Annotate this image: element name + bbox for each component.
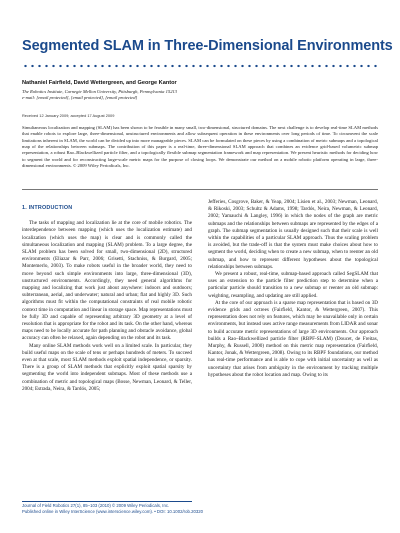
- title-dot-rule: [22, 64, 378, 68]
- paragraph: At the core of our approach is a sparse map representation that is based on 3D evidence grids and octrees (Fairfield, Kantor, & Wettergreen, 2007). This representation does not rely on features, which may be unavailable only in certain environments, but instead uses active range measurements from LIDAR and sonar to build accurate metric representations of large 3D environments. Our approach builds a Rao–Blackwellized particle filter (RBPF-SLAM) (Doucet, de Freitas, Murphy, & Russell, 2000) method on this metric map representation (Fairfield, Kantor, Jonak, & Wettergreen, 2008). Owing to its RBPF foundations, our method has real-time performance and is able to cope with initial uncertainty as well as uncertainty that arises from ambiguity in the environment by tracking multiple hypotheses about the robot location and map. Owing to its: [208, 299, 378, 378]
- paragraph: Jefferies, Cosgrove, Baker, & Yeap, 2004; Lisien et al., 2003; Newman, Leonard, & Rikoski, 2003; Schultz & Adams, 1998; Tardós, Neira, Newman, & Leonard, 2002; Yamauchi & Langley, 1996) in which the nodes of the graph are metric submaps and the relationships between submaps are represented by the edges of a graph. The submap segmentation is usually designed such that their scale is well within the capabilities of a particular SLAM approach. Thus the scaling problem is avoided, but the trade-off is that the system must make choices about how to segment the world, deciding when to create a new submap, when to reenter an old submap, and how to represent different hypotheses about the topological relationships between submaps.: [208, 199, 378, 270]
- paper-title: Segmented SLAM in Three-Dimensional Environments: [22, 38, 393, 54]
- abstract-divider: [22, 189, 378, 190]
- emails: e-mail: [email protected], [email protected], [email protected]: [22, 95, 138, 100]
- section-heading: 1. INTRODUCTION: [22, 205, 73, 211]
- affiliation: The Robotics Institute, Carnegie Mellon University, Pittsburgh, Pennsylvania 15213: [22, 89, 178, 94]
- authors: Nathaniel Fairfield, David Wettergreen, and George Kantor: [22, 80, 177, 86]
- affiliation-block: [22, 89, 378, 101]
- footer: [22, 503, 378, 515]
- paragraph: Many online SLAM methods work well on a limited scale. In particular, they build useful maps on the scale of tens or perhaps hundreds of meters. To succeed even at that scale, most SLAM methods exploit spatial independence, or sparsity. There is a group of SLAM methods that explicitly exploit spatial sparsity by segmenting the world into independent submaps. Most of these methods use a combination of metric and topological maps (Bosse, Newman, Leonard, & Teller, 2004; Estrada, Neira, & Tardós, 2005;: [22, 342, 192, 392]
- paragraph: We present a robust, real-time, submap-based approach called SegSLAM that uses an extension to the particle filter prediction step to determine when a particular particle should transition to a new submap or reenter an old submap: weighting, resampling, and updating are still applied.: [208, 271, 378, 299]
- received-dates: Received 12 January 2009; accepted 17 August 2009: [22, 113, 115, 118]
- journal-citation: Journal of Field Robotics 27(1), 85–103 (2010) © 2009 Wiley Periodicals, Inc.: [22, 503, 170, 508]
- abstract: Simultaneous localization and mapping (SLAM) has been shown to be feasible in many small, two-dimensional, structured domains. The next challenge is to develop real-time SLAM methods that enable robots to explore large, three-dimensional, unstructured environments and allow subsequent operation in these environments over long periods of time. To circumvent the scale limitations inherent in SLAM, the world can be divided up into more manageable pieces. SLAM can be formulated on these pieces by using a combination of metric submaps and a topological map of the relationships between submaps. The contribution of this paper is a real-time, three-dimensional SLAM approach that combines an evidence grid-based volumetric submap representation, a robust Rao–Blackwellized particle filter, and a topologically flexible submap segmentation framework and map representation. We present heuristic methods for deciding how to segment the world and for reconstructing large-scale metric maps for the purpose of closing loops. We demonstrate our method on a mobile robotic platform operating in large, three-dimensional environments. © 2009 Wiley Periodicals, Inc.: [22, 125, 378, 169]
- publication-info: Published online in Wiley InterScience (www.interscience.wiley.com). • DOI: 10.1002/rob.20320: [22, 509, 204, 515]
- right-column: [208, 199, 378, 500]
- footer-divider: [22, 501, 192, 502]
- left-column: [22, 205, 192, 500]
- paragraph: The tasks of mapping and localization lie at the core of mobile robotics. The interdependence between mapping (which uses the localization estimate) and localization (which uses the map) is clear and is commonly called the simultaneous localization and mapping (SLAM) problem. To a large degree, the SLAM problem has been solved for small, two-dimensional (2D), structured environments (Eliazar & Parr, 2006; Grisetti, Stachniss, & Burgard, 2005; Montemerlo, 2003). To make robots useful in the broader world, they need to move beyond such simple environments into large, three-dimensional (3D), unstructured environments. Accordingly, they need general algorithms for mapping and localizing that work just about anywhere: indoors and outdoors; subterranean, aerial, and underwater; natural and urban; flat and highly 3D. Such algorithms must fit within the computational constraints of real mobile robotic context time in computation and linear in storage space. Map representations must be fully 3D and capable of representing arbitrary 3D geometry at a level of resolution that is appropriate for the robot and its task. On the other hand, whereas maps need to be locally accurate for path planning and obstacle avoidance, global accuracy can often be relaxed, again depending on the robot and its task.: [22, 220, 192, 342]
